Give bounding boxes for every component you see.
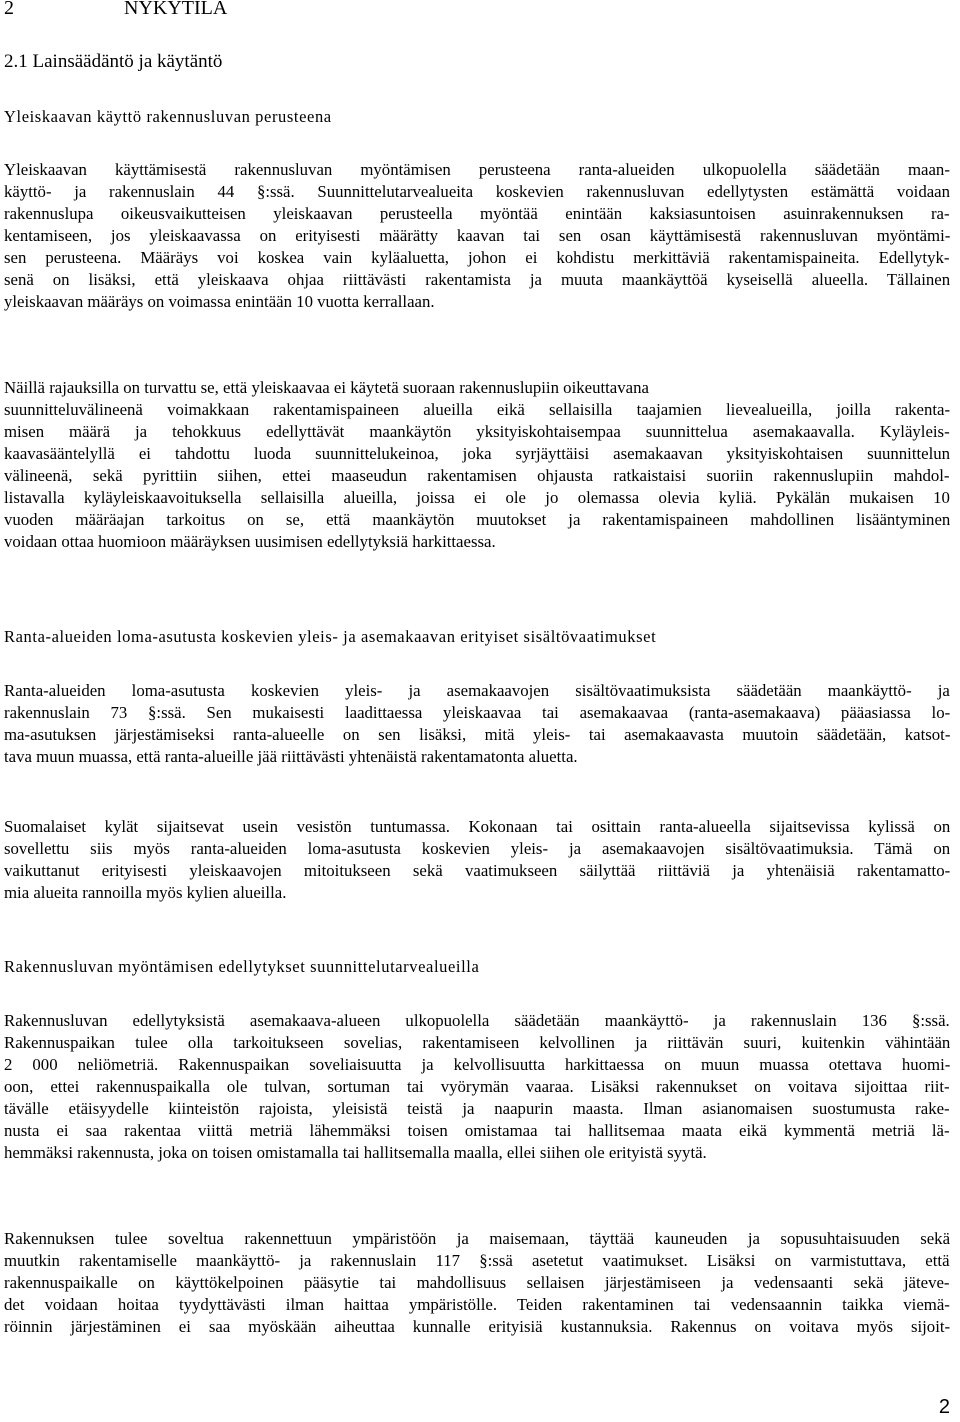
text-line: Näillä rajauksilla on turvattu se, että yleiskaavaa ei käytetä suoraan rakennuslupiin oikeuttavana (4, 378, 649, 397)
text-line: ma-asutuksen järjestämiseksi ranta-alueelle on sen lisäksi, mitä yleis- tai asemakaavasta muutoin säädetään, katsot- (4, 725, 951, 744)
chapter-number: 2 (4, 0, 14, 19)
chapter-title: NYKYTILA (124, 0, 228, 19)
text-line: Yleiskaavan käyttämisestä rakennusluvan myöntämisen perusteena ranta-alueiden ulkopuolella säädetään maan- (4, 160, 950, 179)
text-line: misen määrä ja tehokkuus edellyttävät maankäytön yksityiskohtaisempaa suunnittelua asemakaavalla. Kyläyleis- (4, 422, 950, 441)
text-line: röinnin järjestäminen ei saa myöskään aiheuttaa kunnalle erityisiä kustannuksia. Rakennus on voitava myös sijoit- (4, 1317, 951, 1336)
text-line: nusta ei saa rakentaa viittä metriä lähemmäksi toisen omistamaa tai hallitsemaa maata eikä kymmentä metriä lä- (4, 1121, 950, 1140)
text-line: mia alueita rannoilla myös kylien alueilla. (4, 883, 287, 902)
text-line: rakennuslupa oikeusvaikutteisen yleiskaavan perusteella myöntää enintään kaksiasuntoisen asuinrakennuksen ra- (4, 204, 950, 223)
text-line: kaavasääntelyllä ei tahdottu luoda suunnittelukeinoa, joka syrjäyttäisi asemakaavan yksityiskohtaisen suunnittelun (4, 444, 951, 463)
text-line: yleiskaavan määräys on voimassa enintään 10 vuotta kerrallaan. (4, 292, 435, 311)
text-line: senä on lisäksi, että yleiskaava ohjaa riittävästi rakentamista ja muuta maankäyttöä kyseisellä alueella. Tällainen (4, 270, 951, 289)
text-line: sen perusteena. Määräys voi koskea vain kyläaluetta, johon ei kohdistu merkittäviä rakentamispaineita. Edellytyk- (4, 248, 950, 267)
text-line: suunnitteluvälineenä voimakkaan rakentamispaineen alueilla eikä sellaisilla taajamien lievealueilla, joilla rakenta- (4, 400, 951, 419)
subsection-heading: Ranta-alueiden loma-asutusta koskevien yleis- ja asemakaavan erityiset sisältövaatimukset (4, 627, 657, 646)
text-line: käyttö- ja rakennuslain 44 §:ssä. Suunnittelutarvealueita koskevien rakennusluvan edellytysten estämättä voidaan (4, 182, 950, 201)
text-line: voidaan ottaa huomioon määräyksen uusimisen edellytyksiä harkittaessa. (4, 532, 496, 551)
page-number: 2 (938, 1396, 950, 1418)
paragraph (4, 1228, 950, 1338)
section-heading: 2.1 Lainsäädäntö ja käytäntö (4, 51, 223, 72)
paragraph (4, 377, 950, 553)
text-line: 2 000 neliömetriä. Rakennuspaikan soveliaisuutta ja kelvollisuutta harkittaessa on muun muassa otettava huomi- (4, 1055, 951, 1074)
text-line: Ranta-alueiden loma-asutusta koskevien yleis- ja asemakaavojen sisältövaatimuksista säädetään maankäyttö- ja (4, 681, 950, 700)
text-line: oon, ettei rakennuspaikalla ole tulvan, sortuman tai vyörymän vaaraa. Lisäksi rakennukset on voitava sijoittaa riit- (4, 1077, 950, 1096)
text-line: rakennuslain 73 §:ssä. Sen mukaisesti laadittaessa yleiskaavaa tai asemakaavaa (ranta-asemakaava) pääasiassa lo- (4, 703, 951, 722)
text-line: tava muun muassa, että ranta-alueille jää riittävästi yhtenäistä rakentamatonta aluetta. (4, 747, 578, 766)
text-line: tävälle etäisyydelle kiinteistön rajoista, yleisistä teistä ja naapurin maasta. Ilman asianomaisen suostumusta rake- (4, 1099, 950, 1118)
text-line: Suomalaiset kylät sijaitsevat usein vesistön tuntumassa. Kokonaan tai osittain ranta-alueella sijaitsevissa kylissä on (4, 817, 951, 836)
chapter-heading (4, 0, 227, 20)
text-line: muutkin rakentamiselle maankäyttö- ja rakennuslain 117 §:ssä asetetut vaatimukset. Lisäksi on varmistuttava, että (4, 1251, 950, 1270)
paragraph (4, 680, 950, 768)
paragraph (4, 1010, 950, 1164)
text-line: hemmäksi rakennusta, joka on toisen omistamalla tai hallitsemalla maalla, ellei siihen ole erityistä syytä. (4, 1143, 707, 1162)
text-line: Rakennuksen tulee soveltua rakennettuun ympäristöön ja maisemaan, täyttää kauneuden ja sopusuhtaisuuden sekä (4, 1229, 951, 1248)
text-line: välineenä, sekä pyrittiin siihen, ettei maaseudun rakentamisen ohjausta ratkaistaisi suoriin rakennuslupiin mahdol- (4, 466, 950, 485)
text-line: vaikuttanut erityisesti yleiskaavojen mitoitukseen sekä vaatimukseen säilyttää riittäviä ja yhtenäisiä rakentamatto- (4, 861, 951, 880)
text-line: kentamiseen, jos yleiskaavassa on erityisesti määrätty kaavan tai sen osan käyttämisestä rakennusluvan myöntämi- (4, 226, 951, 245)
paragraph (4, 159, 950, 313)
text-line: listavalla kyläyleiskaavoituksella sellaisilla alueilla, joissa ei ole jo olemassa olevia kyliä. Pykälän mukaisen 10 (4, 488, 950, 507)
subsection-heading: Yleiskaavan käyttö rakennusluvan perusteena (4, 107, 332, 126)
text-line: det voidaan hoitaa tyydyttävästi ilman haittaa ympäristölle. Teiden rakentaminen tai vedensaannin taikka viemä- (4, 1295, 950, 1314)
subsection-heading: Rakennusluvan myöntämisen edellytykset suunnittelutarvealueilla (4, 957, 480, 976)
text-line: rakennuspaikalle on käyttökelpoinen pääsytie tai mahdollisuus sellaisen järjestämiseen ja vedensaanti sekä jäteve- (4, 1273, 950, 1292)
text-line: sovellettu siis myös ranta-alueiden loma-asutusta koskevien yleis- ja asemakaavojen sisältövaatimuksia. Tämä on (4, 839, 951, 858)
text-line: Rakennusluvan edellytyksistä asemakaava-alueen ulkopuolella säädetään maankäyttö- ja rakennuslain 136 §:ssä. (4, 1011, 950, 1030)
text-line: vuoden määräajan tarkoitus on se, että maankäytön muutokset ja rakentamispaineen mahdollinen lisääntyminen (4, 510, 951, 529)
paragraph (4, 816, 950, 904)
text-line: Rakennuspaikan tulee olla tarkoitukseen sovelias, rakentamiseen kelvollinen ja riittävän suuri, kuitenkin vähintään (4, 1033, 951, 1052)
